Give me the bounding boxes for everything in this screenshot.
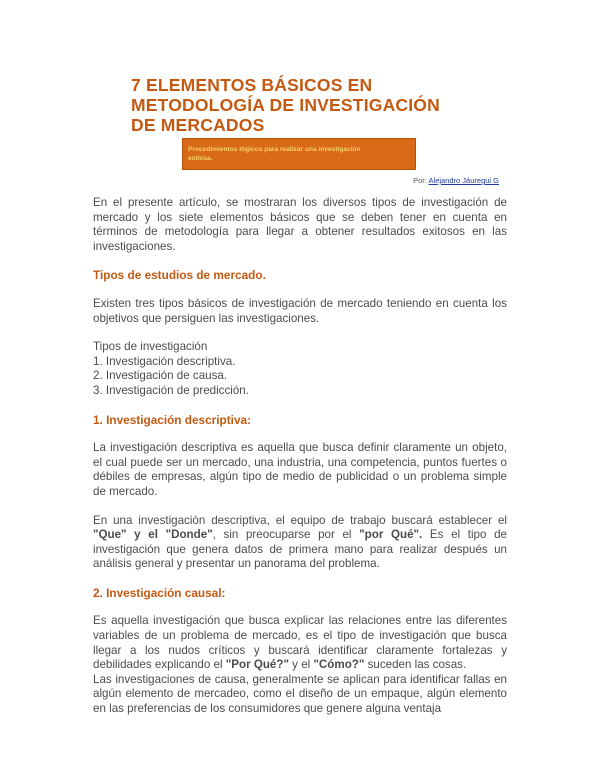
byline	[413, 176, 499, 185]
page-title	[131, 75, 491, 135]
descriptive-paragraph-1: La investigación descriptiva es aquella que busca definir claramente un objeto, el cual puede ser un mercado, una industria, una competencia, puntos fuertes o débiles de empresas, algún tipo de medio de publicidad o un problema simple de mercado.	[93, 441, 507, 498]
intro-paragraph: En el presente artículo, se mostraran los diversos tipos de investigación de mercado y los siete elementos básicos que se deben tener en cuenta en términos de metodología para llegar a obtener resultados exitosos en las investigaciones.	[93, 196, 507, 253]
article-body	[93, 196, 507, 717]
title-line-3: DE MERCADOS	[131, 115, 265, 135]
text-run: suceden las cosas.	[364, 658, 467, 672]
text-run: , sin preocuparse por el	[212, 528, 360, 542]
bold-run: "por Qué".	[359, 528, 423, 542]
types-paragraph: Existen tres tipos básicos de investigación de mercado teniendo en cuenta los objetivos que persiguen las investigaciones.	[93, 296, 507, 325]
banner-text: Procedimientos lógicos para realizar una investigación exitosa.	[188, 146, 361, 162]
list-item: 1. Investigación descriptiva.	[93, 354, 236, 368]
causal-paragraph-1	[93, 614, 507, 672]
bold-run: "Por Qué?"	[225, 658, 289, 672]
text-run: Es el tipo de investigación que genera datos de primera mano para realizar después un análisis general y presentar un panorama del problema.	[93, 528, 507, 571]
section-heading-descriptive: 1. Investigación descriptiva:	[93, 412, 252, 427]
text-run: Es aquella investigación que busca explicar las relaciones entre las diferentes variables de un problema de mercado, es el tipo de investigación que busca llegar a los nudos críticos y buscará identificar claramente fortalezas y debilidades explicando el	[93, 614, 507, 672]
byline-prefix: Por:	[413, 176, 427, 185]
descriptive-paragraph-2	[93, 514, 507, 572]
types-list-title: Tipos de investigación	[93, 340, 208, 354]
text-run: En una investigación descriptiva, el equipo de trabajo buscará establecer el	[93, 513, 507, 527]
list-item: 2. Investigación de causa.	[93, 369, 228, 383]
section-heading-types: Tipos de estudios de mercado.	[93, 268, 266, 283]
bold-run: "Cómo?"	[313, 658, 365, 672]
bold-run: "Que" y el "Donde"	[93, 528, 213, 542]
list-item: 3. Investigación de predicción.	[93, 383, 249, 397]
author-link[interactable]: Alejandro Jáuregui G	[428, 176, 499, 185]
causal-paragraph-2: Las investigaciones de causa, generalmente se aplican para identificar fallas en algún elemento de mercadeo, como el diseño de un empaque, algún elemento en las preferencias de los consumidores que genere alguna ventaja	[93, 672, 507, 716]
subtitle-banner	[182, 138, 416, 170]
text-run: y el	[288, 658, 314, 672]
title-line-2: METODOLOGÍA DE INVESTIGACIÓN	[131, 95, 440, 115]
section-heading-causal: 2. Investigación causal:	[93, 585, 226, 600]
title-line-1: 7 ELEMENTOS BÁSICOS EN	[131, 75, 373, 95]
